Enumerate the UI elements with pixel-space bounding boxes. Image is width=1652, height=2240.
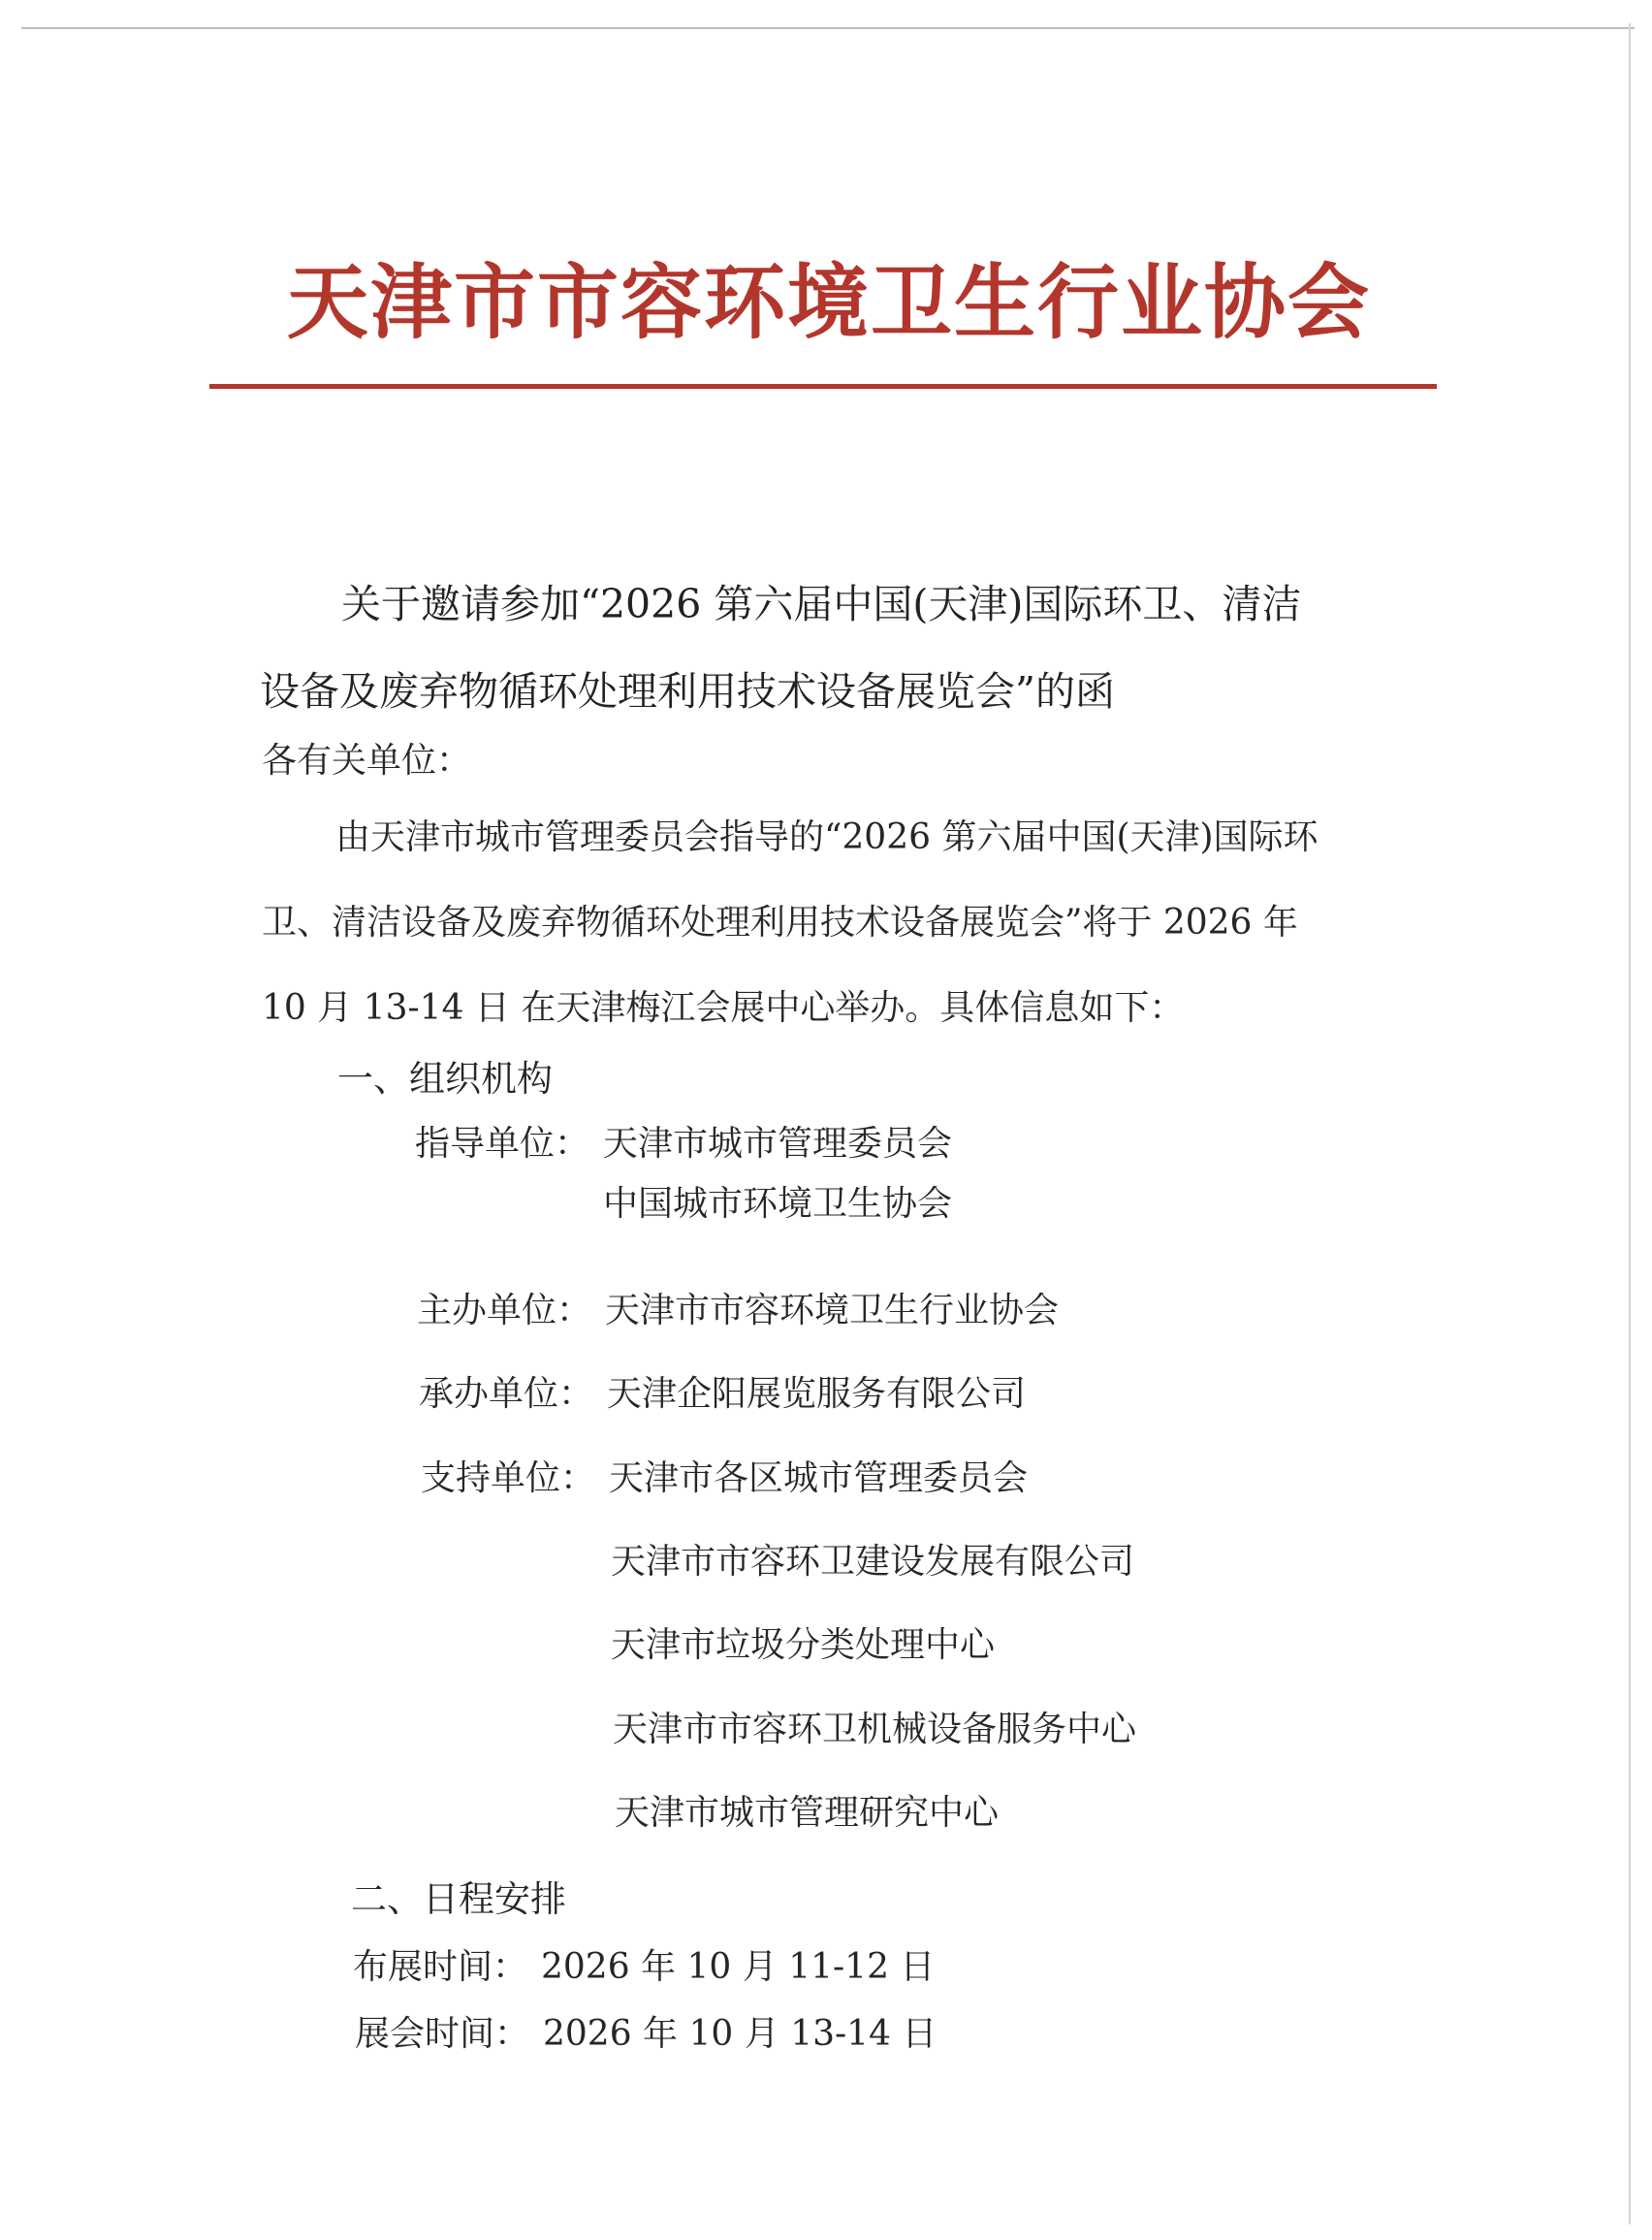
- subject-line-2: 设备及废弃物循环处理利用技术设备展览会”的函: [260, 668, 1115, 715]
- support-label: 支持单位：: [421, 1458, 596, 1498]
- guidance-label: 指导单位：: [415, 1124, 590, 1164]
- scan-right-edge: [1629, 23, 1631, 2224]
- guidance-unit-2: 中国城市环境卫生协会: [603, 1184, 953, 1224]
- scan-top-edge: [21, 27, 1635, 29]
- support-unit-4: 天津市市容环卫机械设备服务中心: [613, 1710, 1137, 1749]
- guidance-unit-1: 天津市城市管理委员会: [603, 1124, 953, 1164]
- organizer-unit: 天津企阳展览服务有限公司: [607, 1374, 1027, 1414]
- support-unit-5: 天津市城市管理研究中心: [615, 1793, 1000, 1833]
- subject-line-1: 关于邀请参加“2026 第六届中国(天津)国际环卫、清洁: [341, 581, 1302, 627]
- intro-line-1: 由天津市城市管理委员会指导的“2026 第六届中国(天津)国际环: [335, 817, 1318, 857]
- host-label: 主办单位：: [417, 1291, 592, 1330]
- intro-line-3: 10 月 13-14 日 在天津梅江会展中心举办。具体信息如下：: [262, 988, 1185, 1028]
- letterhead-rule: [209, 384, 1437, 389]
- support-unit-3: 天津市垃圾分类处理中心: [611, 1625, 996, 1665]
- support-unit-2: 天津市市容环卫建设发展有限公司: [611, 1542, 1135, 1582]
- salutation: 各有关单位：: [262, 741, 472, 781]
- organizer-label: 承办单位：: [419, 1374, 594, 1414]
- intro-paragraph: [262, 795, 1386, 1051]
- section-1-heading: 一、组织机构: [337, 1058, 553, 1100]
- support-unit-1: 天津市各区城市管理委员会: [609, 1458, 1029, 1498]
- setup-time-label: 布展时间：: [353, 1947, 528, 1987]
- letter-subject: [260, 560, 1384, 735]
- exhibition-time-value: 2026 年 10 月 13-14 日: [543, 2014, 937, 2054]
- setup-time-value: 2026 年 10 月 11-12 日: [541, 1947, 936, 1987]
- section-2-heading: 二、日程安排: [351, 1878, 566, 1920]
- letterhead-title: 天津市市容环境卫生行业协会: [286, 254, 1371, 350]
- intro-line-2: 卫、清洁设备及废弃物循环处理利用技术设备展览会”将于 2026 年: [262, 903, 1298, 943]
- exhibition-time-label: 展会时间：: [355, 2014, 530, 2054]
- host-unit: 天津市市容环境卫生行业协会: [605, 1291, 1060, 1330]
